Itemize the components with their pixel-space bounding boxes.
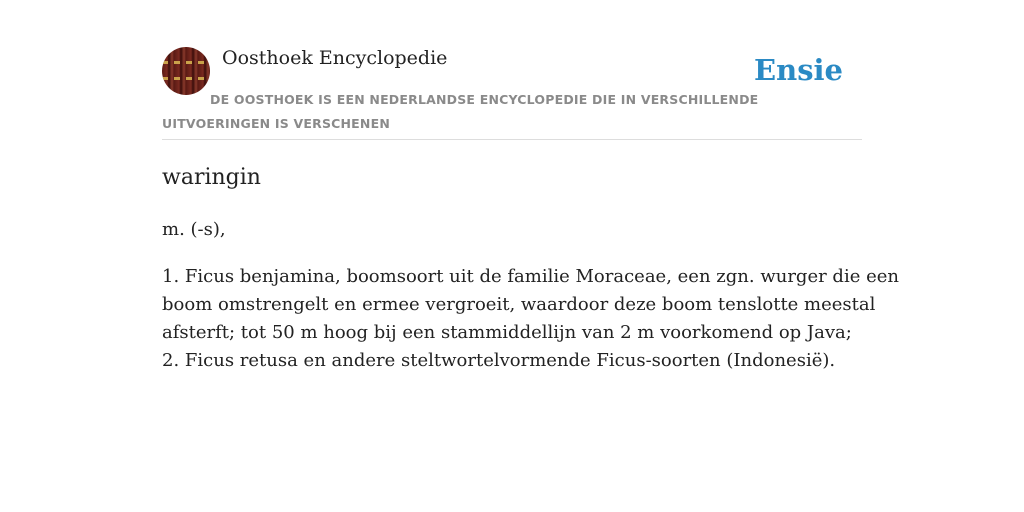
entry-definition xyxy=(162,263,899,375)
definition-line: boom omstrengelt en ermee vergroeit, waardoor deze boom tenslotte meestal xyxy=(162,294,876,315)
site-name-link[interactable]: Oosthoek Encyclopedie xyxy=(222,47,448,69)
definition-line: 2. Ficus retusa en andere steltwortelvormende Ficus-soorten (Indonesië). xyxy=(162,350,836,371)
definition-line: afsterft; tot 50 m hoog bij een stammiddellijn van 2 m voorkomend op Java; xyxy=(162,322,852,343)
page-container xyxy=(162,0,899,371)
header xyxy=(162,0,862,140)
tagline: DE OOSTHOEK IS EEN NEDERLANDSE ENCYCLOPEDIE DIE IN VERSCHILLENDE UITVOERINGEN IS VERSCHENEN xyxy=(162,92,759,131)
entry-grammar: m. (-s), xyxy=(162,219,226,240)
ensie-logo-link[interactable]: Ensie xyxy=(754,53,843,87)
entry-headword: waringin xyxy=(162,165,261,190)
definition-line: 1. Ficus benjamina, boomsoort uit de familie Moraceae, een zgn. wurger die een xyxy=(162,266,899,287)
